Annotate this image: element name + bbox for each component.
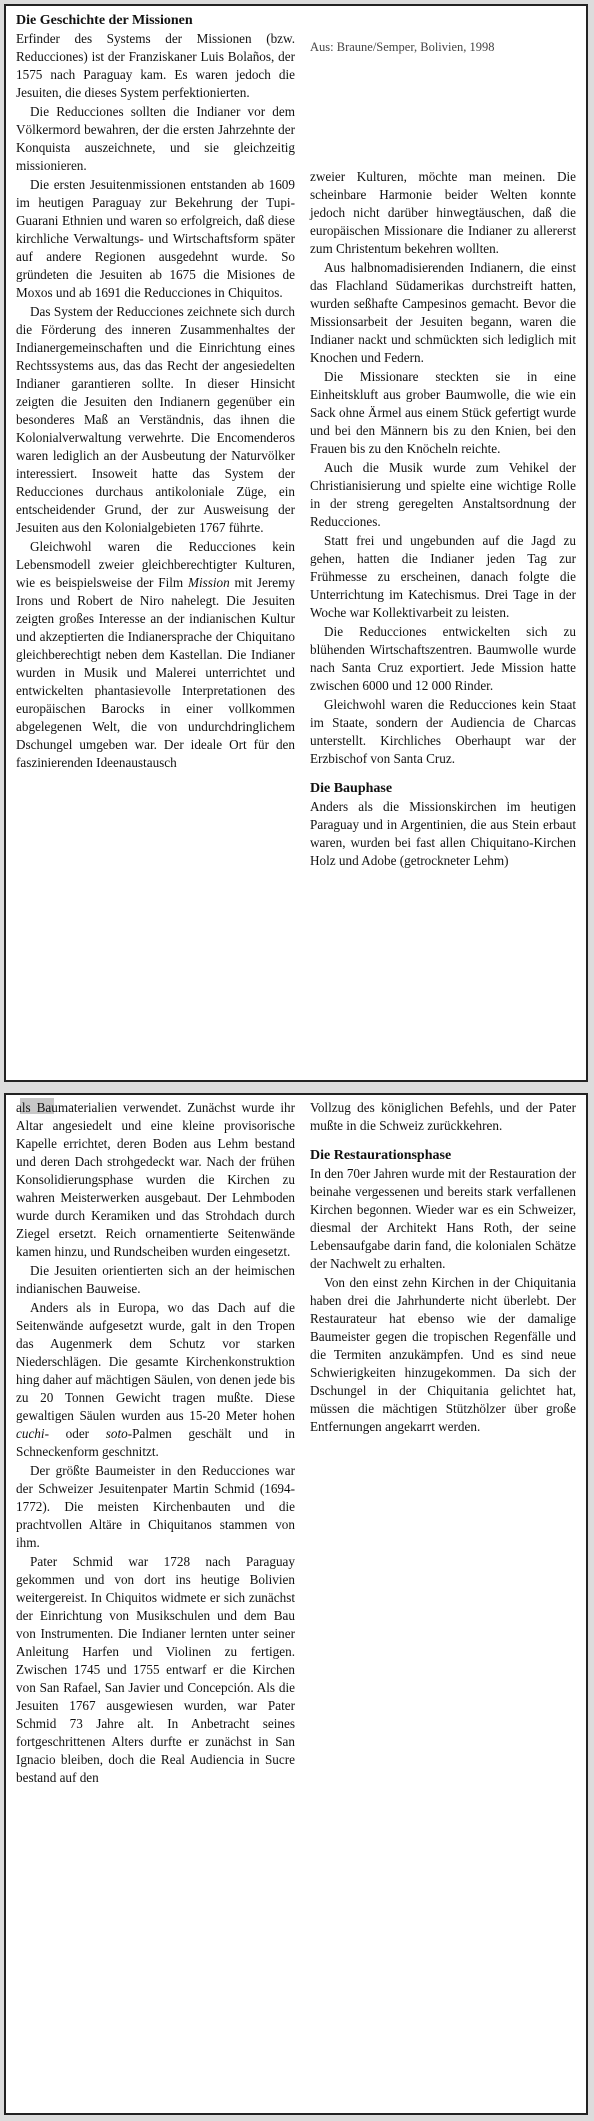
paragraph: Die Reducciones sollten die Indianer vor dem Völkermord bewahren, der die ersten Jahrzehnte der Konquista auszeichnete, und sie gleichzeitig missionieren. xyxy=(16,104,295,173)
paragraph: Gleichwohl waren die Reducciones kein Staat im Staate, sondern der Audiencia de Charcas unterstellt. Kirchliches Oberhaupt war der Erzbischof von Santa Cruz. xyxy=(310,697,576,766)
page2-left-column xyxy=(16,1099,295,1787)
section-heading-restaurationsphase: Die Restaurationsphase xyxy=(310,1148,452,1163)
scanned-page-2 xyxy=(4,1093,588,2115)
source-citation: Aus: Braune/Semper, Bolivien, 1998 xyxy=(310,40,495,54)
page1-left-column xyxy=(16,12,295,772)
article-title: Die Geschichte der Missionen xyxy=(16,13,193,28)
paragraph: als Baumaterialien verwendet. Zunächst wurde ihr Altar angesiedelt und eine kleine provisorische Kapelle errichtet, deren Boden aus Lehm bestand und deren Dach strohgedeckt war. Nach der frühen Konsolidierungsphase wurden die Kirchen zu wahren Meisterwerken ausgebaut. Der Lehmboden wurde durch Keramiken und das Strohdach durch Ziegel ersetzt. Reich ornamentierte Seitenwände kamen hinzu, und Rundscheiben wurden eingesetzt. xyxy=(16,1100,295,1259)
paragraph: Das System der Reducciones zeichnete sich durch die Förderung des inneren Zusammenhaltes der Indianergemeinschaften und die Einrichtung eines Rechtssystems aus, das das Recht der angesiedelten Indianer garantieren sollte. In dieser Hinsicht zeigten die Jesuiten den Indianern gegenüber ein besonderes Maß an Verständnis, das ihnen die Kolonialverwaltung verwehrte. Die Encomenderos waren lediglich an der Ausbeutung der Naturvölker interessiert. Insoweit hatte das System der Reducciones durchaus antikoloniale Züge, ein entscheidender Grund, der zur Ausweisung der Jesuiten aus den Kolonialgebieten 1767 führte. xyxy=(16,304,295,535)
paragraph: Die Jesuiten orientierten sich an der heimischen indianischen Bauweise. xyxy=(16,1263,295,1296)
section-spacer xyxy=(310,768,576,780)
paragraph: Auch die Musik wurde zum Vehikel der Christianisierung und spielte eine wichtige Rolle in der streng geregelten Anstaltsordnung der Reducciones. xyxy=(310,460,576,529)
paragraph: Aus halbnomadisierenden Indianern, die einst das Flachland Südamerikas durchstreift hatten, wurden seßhafte Campesinos gemacht. Bevor die Missionsarbeit der Jesuiten begann, waren die Indianer nackt und schmückten sich lediglich mit Knochen und Federn. xyxy=(310,260,576,365)
paragraph: Von den einst zehn Kirchen in der Chiquitania haben drei die Jahrhunderte nicht überlebt. Der Restaurateur hat ebenso wie der damalige Baumeister gegen die tropischen Regenfälle und die Termiten anzukämpfen. Und es sind neue Schwierigkeiten hinzugekommen. Da sich der Dschungel in der Chiquitania gelichtet hat, müssen die mächtigen Stützhölzer über große Entfernungen angekarrt werden. xyxy=(310,1275,576,1434)
paragraph: zweier Kulturen, möchte man meinen. Die scheinbare Harmonie beider Welten konnte jedoch nicht darüber hinwegtäuschen, daß die europäischen Missionare die Indianer zu allererst zum Christentum bekehren wollten. xyxy=(310,169,576,256)
paragraph: In den 70er Jahren wurde mit der Restauration der beinahe vergessenen und bereits stark verfallenen Kirchen begonnen. Wieder war es ein Schweizer, diesmal der Architekt Hans Roth, der seine Lebensaufgabe darin fand, die kolonialen Schätze der Nachwelt zu erhalten. xyxy=(310,1166,576,1271)
paragraph: Erfinder des Systems der Missionen (bzw. Reducciones) ist der Franziskaner Luis Bolaños, der 1575 nach Paraguay kam. Es waren jedoch die Jesuiten, die dieses System perfektionierten. xyxy=(16,31,295,100)
page1-right-column xyxy=(310,168,576,870)
paragraph: Gleichwohl waren die Reducciones kein Lebensmodell zweier gleichberechtigter Kulturen, wie es beispielsweise der Film Mission mit Jeremy Irons und Robert de Niro nahelegt. Die Jesuiten zeigten großes Interesse an der indianischen Kultur und akzeptierten die Indianersprache der Chiquitano gleichberechtigt neben dem Kastellan. Die Indianer wurden in Musik und Malerei unterrichtet und entwickelten phantasievolle Interpretationen des europäischen Barocks in einer vollkommen abgelegenen Welt, die von undurchdringlichem Dschungel umgeben war. Der ideale Ort für den faszinierenden Ideenaustausch xyxy=(16,539,295,770)
paragraph: Die Reducciones entwickelten sich zu blühenden Wirtschaftszentren. Baumwolle wurde nach Santa Cruz exportiert. Jede Mission hatte zwischen 6000 und 12 000 Rinder. xyxy=(310,624,576,693)
paragraph: Der größte Baumeister in den Reducciones war der Schweizer Jesuitenpater Martin Schmid (1694-1772). Die meisten Kirchenbauten und die prachtvollen Altäre in Chiquitanos stammen von ihm. xyxy=(16,1463,295,1550)
paragraph: Die Missionare steckten sie in eine Einheitskluft aus grober Baumwolle, die wie ein Sack ohne Ärmel aus einem Stück gefertigt wurde und bei den Männern bis zu den Knien, bei den Frauen bis zu den Knöcheln reichte. xyxy=(310,369,576,456)
paragraph: Die ersten Jesuitenmissionen entstanden ab 1609 im heutigen Paraguay zur Bekehrung der Tupi-Guarani Ethnien und waren so erfolgreich, daß diese kirchliche Verwaltungs- und Wirtschaftsform später auf andere Regionen ausgedehnt wurde. So gründeten die Jesuiten ab 1675 die Misiones de Moxos und ab 1691 die Reducciones in Chiquitos. xyxy=(16,177,295,300)
paragraph: Anders als in Europa, wo das Dach auf die Seitenwände aufgesetzt wurde, galt in den Tropen das Augenmerk dem Schutz vor starken Niederschlägen. Die gesamte Kirchenkonstruktion hing daher auf mächtigen Säulen, von denen jede bis zu 20 Tonnen Gewicht tragen mußte. Diese gewaltigen Säulen wurden aus 15-20 Meter hohen cuchi- oder soto-Palmen geschält und in Schneckenform geschnitzt. xyxy=(16,1300,295,1459)
paragraph: Anders als die Missionskirchen im heutigen Paraguay und in Argentinien, die aus Stein erbaut waren, wurden bei fast allen Chiquitano-Kirchen Holz und Adobe (getrockneter Lehm) xyxy=(310,799,576,868)
paragraph: Vollzug des königlichen Befehls, und der Pater mußte in die Schweiz zurückkehren. xyxy=(310,1100,576,1133)
section-heading-bauphase: Die Bauphase xyxy=(310,781,393,796)
page2-right-column xyxy=(310,1099,576,1436)
paragraph: Statt frei und ungebunden auf die Jagd zu gehen, hatten die Indianer jeden Tag zur Frühmesse zu erscheinen, danach folgte die Unterrichtung im Katechismus. Drei Tage in der Woche war Kollektivarbeit zu leisten. xyxy=(310,533,576,620)
paragraph: Pater Schmid war 1728 nach Paraguay gekommen und von dort ins heutige Bolivien weitergereist. In Chiquitos widmete er sich zunächst der Einrichtung von Musikschulen und dem Bau von Instrumenten. Die Indianer lernten unter seiner Anleitung Harfen und Violinen zu fertigen. Zwischen 1745 und 1755 entwarf er die Kirchen von San Rafael, San Javier und Concepción. Als die Jesuiten 1767 ausgewiesen wurden, war Pater Schmid 73 Jahre alt. In Anbetracht seines fortgeschrittenen Alters durfte er zunächst in San Ignacio bleiben, doch die Real Audiencia in Sucre bestand auf den xyxy=(16,1554,295,1785)
section-spacer xyxy=(310,1135,576,1147)
scanned-page-1 xyxy=(4,4,588,1082)
